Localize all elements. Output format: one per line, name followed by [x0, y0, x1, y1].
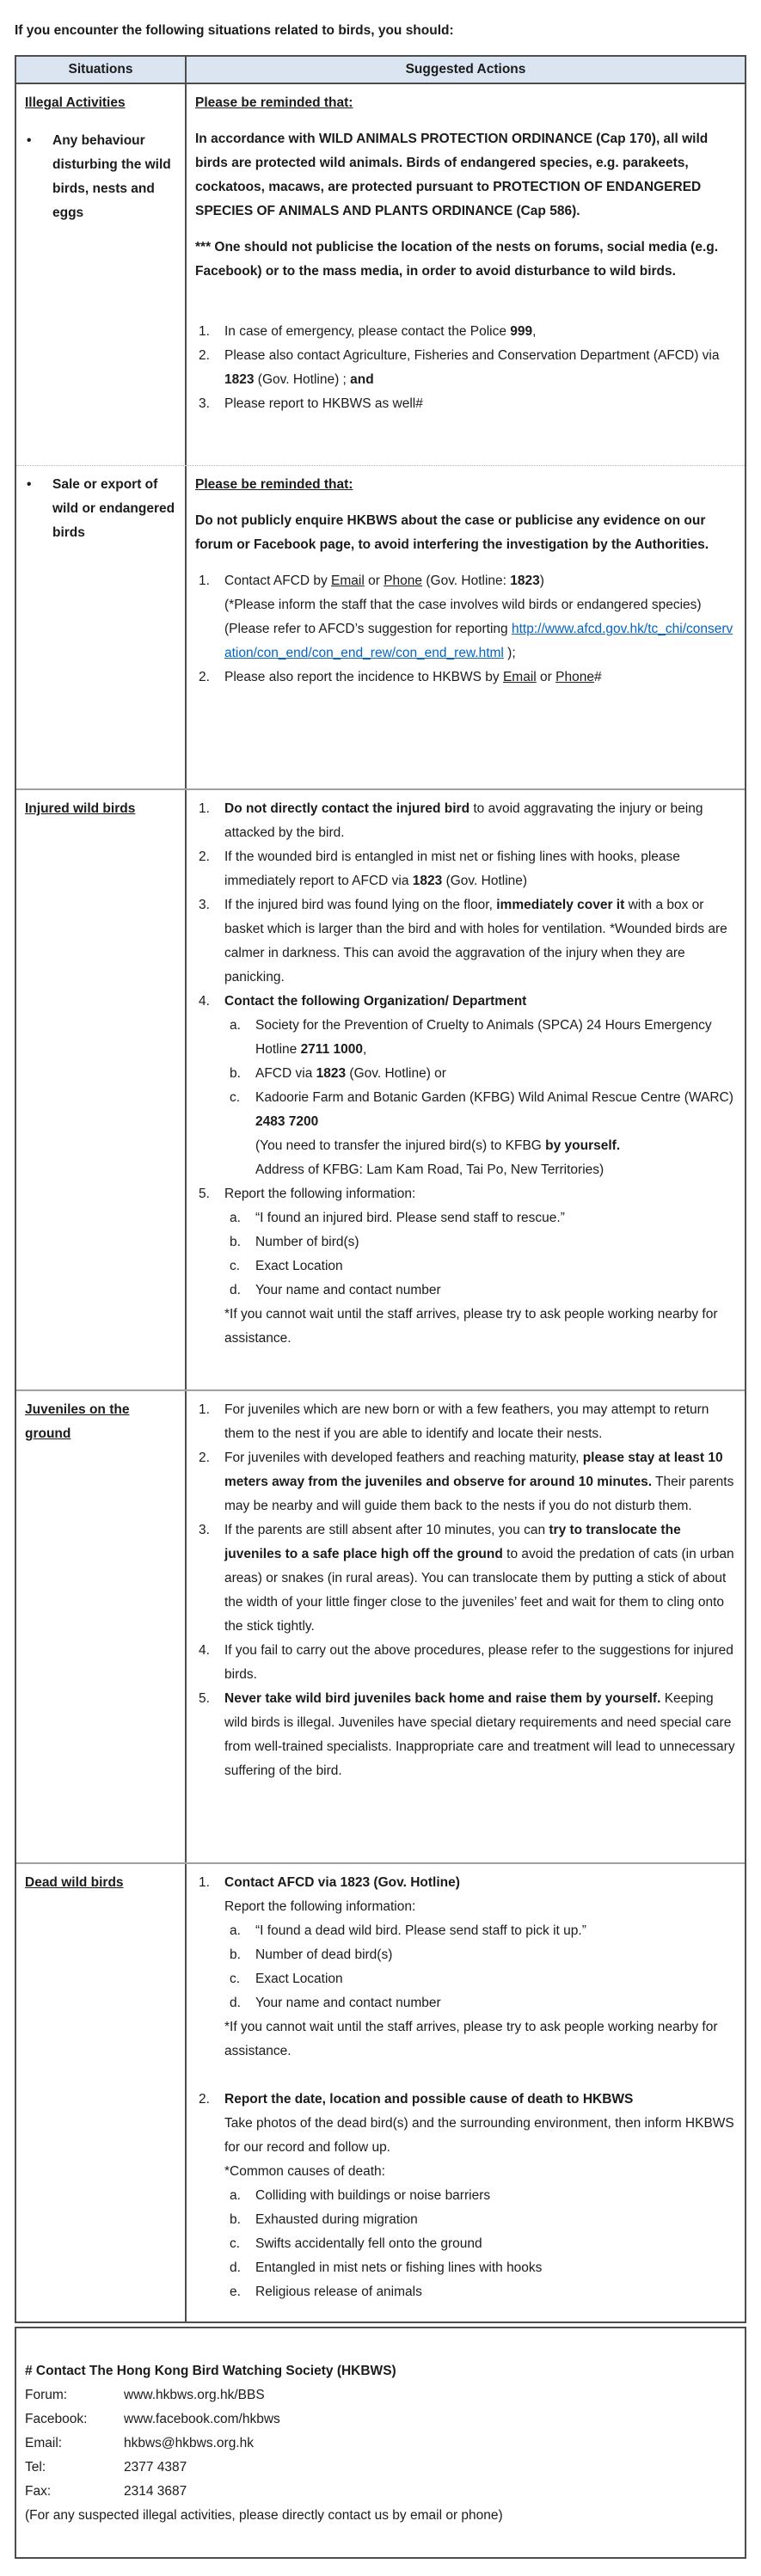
list-marker: b.: [230, 2212, 241, 2227]
contact-value: hkbws@hkbws.org.hk: [124, 2436, 254, 2450]
action-list: [195, 1398, 738, 1783]
text-run: 999: [510, 324, 533, 339]
actions-heading: [195, 473, 738, 497]
action-line: [224, 344, 738, 392]
list-item: [195, 797, 738, 845]
list-marker: a.: [230, 1211, 241, 1225]
list-item: [226, 1230, 738, 1254]
action-line: [224, 665, 738, 690]
table-row: [16, 1862, 745, 2321]
list-item-content: [255, 1014, 738, 1062]
contact-value: 2314 3687: [124, 2484, 187, 2499]
list-item: [195, 845, 738, 893]
footer-note: (For any suspected illegal activities, please directly contact us by email or phone): [25, 2508, 503, 2523]
list-item-content: [224, 344, 738, 392]
contact-label: Fax:: [25, 2484, 52, 2499]
list-item-content: [255, 2184, 738, 2208]
list-marker: 5.: [199, 1187, 210, 1201]
table-row: [16, 465, 745, 788]
situation-bullet: [25, 473, 178, 545]
list-item: [195, 1518, 738, 1639]
action-line: [224, 593, 738, 617]
action-paragraph: [195, 127, 738, 224]
situation-heading: Illegal Activities: [25, 95, 126, 110]
situation-cell: [16, 1864, 185, 2321]
list-marker: 2.: [199, 348, 210, 363]
table-body: [16, 84, 745, 2321]
text-run: ,: [532, 324, 537, 339]
action-line: [224, 1446, 738, 1518]
list-item: [195, 1687, 738, 1783]
text-run: Please report to HKBWS as well#: [224, 396, 423, 411]
text-run: Your name and contact number: [255, 1996, 441, 2010]
list-marker: 1.: [199, 1875, 210, 1890]
hkbws-phone-link[interactable]: Phone: [555, 670, 594, 684]
text-run: Report the following information:: [224, 1899, 416, 1914]
situation-cell: [16, 790, 185, 1389]
list-item-content: [224, 797, 738, 845]
text-run: If the parents are still absent after 10 minutes, you can: [224, 1523, 549, 1537]
list-item-content: [255, 1230, 738, 1254]
list-item: [226, 1254, 738, 1279]
list-marker: 3.: [199, 898, 210, 912]
list-item: [226, 1967, 738, 1991]
text-run: Contact AFCD via 1823 (Gov. Hotline): [224, 1875, 460, 1890]
action-line: [224, 1518, 738, 1639]
action-list: [226, 2184, 738, 2304]
action-line: [224, 1895, 738, 1919]
action-line: [224, 1303, 738, 1351]
list-item: [226, 1919, 738, 1943]
contact-label: Facebook:: [25, 2412, 88, 2426]
text-run: to avoid aggravating the injury or being attacked by the bird.: [224, 801, 703, 840]
action-line: [224, 2112, 738, 2160]
text-run: (Please refer to AFCD’s suggestion for reporting: [224, 622, 512, 636]
text-run: please stay at least 10 meters away from the juveniles and observe for around 10 minutes.: [224, 1451, 723, 1489]
list-item-content: [255, 1943, 738, 1967]
list-item: [226, 1991, 738, 2015]
action-line: [224, 1871, 738, 1895]
action-line: [255, 2256, 738, 2280]
text-run: Society for the Prevention of Cruelty to Animals (SPCA) 24 Hours Emergency Hotline: [255, 1018, 712, 1057]
list-item: [195, 344, 738, 392]
action-line: [255, 2208, 738, 2232]
list-item: [226, 1943, 738, 1967]
action-line: [224, 617, 738, 665]
situation-cell: [16, 84, 185, 465]
list-marker: d.: [230, 2260, 241, 2275]
list-item-content: [255, 1062, 738, 1086]
list-marker: b.: [230, 1066, 241, 1081]
text-run: by yourself.: [545, 1138, 621, 1153]
text-run: Number of dead bird(s): [255, 1947, 393, 1962]
table-row: [16, 1389, 745, 1862]
text-run: to avoid the predation of cats (in urban areas) or snakes (in rural areas). You can translocate them by putting a stick of about the width of your little finger close to the juveniles’ feet and wait for them to cling onto the stick tightly.: [224, 1547, 734, 1634]
text-run: Please be reminded that:: [195, 95, 353, 110]
action-line: [224, 845, 738, 893]
action-line: [224, 1182, 738, 1206]
text-run: If the wounded bird is entangled in mist net or fishing lines with hooks, please immediately report to AFCD via: [224, 849, 680, 888]
action-line: [224, 2015, 738, 2064]
contact-row: [25, 2407, 736, 2432]
action-line: [224, 2160, 738, 2184]
spacer: [195, 2064, 738, 2088]
text-run: 1823: [510, 573, 540, 588]
text-run: Address of KFBG: Lam Kam Road, Tai Po, New Territories): [255, 1162, 605, 1177]
text-run: Number of bird(s): [255, 1235, 359, 1249]
list-item: [226, 1086, 738, 1182]
list-marker: a.: [230, 1018, 241, 1033]
text-run: ): [539, 573, 544, 588]
action-line: [255, 1254, 738, 1279]
text-run: Please also report the incidence to HKBWS by: [224, 670, 503, 684]
list-item-content: [255, 2232, 738, 2256]
list-item-content: [255, 1967, 738, 1991]
text-run: #: [593, 670, 602, 684]
list-marker: 5.: [199, 1691, 210, 1706]
bullet-icon: •: [27, 133, 32, 148]
list-marker: b.: [230, 1235, 241, 1249]
text-run: AFCD via: [255, 1066, 316, 1081]
header-suggested-actions: Suggested Actions: [185, 57, 745, 83]
action-line: [255, 1134, 738, 1158]
list-item: [195, 1871, 738, 2064]
list-marker: a.: [230, 2188, 241, 2203]
list-marker: 2.: [199, 849, 210, 864]
text-run: Their parents may be nearby and will guide them back to the nests if you do not disturb them.: [224, 1475, 734, 1513]
action-line: [224, 1639, 738, 1687]
text-run: Your name and contact number: [255, 1283, 441, 1297]
text-run: Take photos of the dead bird(s) and the surrounding environment, then inform HKBWS for our record and follow up.: [224, 2116, 734, 2155]
text-run: Report the following information:: [224, 1187, 416, 1201]
text-run: and: [350, 372, 374, 387]
list-marker: 1.: [199, 573, 210, 588]
action-line: [255, 2232, 738, 2256]
list-item-content: [224, 1639, 738, 1687]
text-run: “I found an injured bird. Please send staff to rescue.”: [255, 1211, 565, 1225]
list-item: [195, 1182, 738, 1351]
situation-bullet: [25, 129, 178, 225]
action-line: [224, 2088, 738, 2112]
list-item: [226, 2256, 738, 2280]
list-item-content: [224, 1871, 738, 2064]
list-marker: c.: [230, 1259, 241, 1273]
list-marker: c.: [230, 2236, 241, 2251]
list-item-content: [224, 1518, 738, 1639]
situation-heading: Juveniles on the ground: [25, 1402, 130, 1441]
contact-row: [25, 2456, 736, 2480]
actions-cell: [185, 466, 745, 788]
actions-cell: [185, 1391, 745, 1862]
text-run: In accordance with WILD ANIMALS PROTECTION ORDINANCE (Cap 170), all wild birds are protected wild animals. Birds of endangered species, e.g. parakeets, cockatoos, macaws, are protected pursuant to PROTECTION OF ENDANGERED SPECIES OF ANIMALS AND PLANTS ORDINANCE (Cap 586).: [195, 132, 709, 218]
text-run: *If you cannot wait until the staff arrives, please try to ask people working nearby for assistance.: [224, 2020, 718, 2058]
list-item-content: [255, 1086, 738, 1182]
contact-value: 2377 4387: [124, 2460, 187, 2475]
list-marker: a.: [230, 1923, 241, 1938]
text-run: (Gov. Hotline:: [422, 573, 511, 588]
contact-label: Email:: [25, 2436, 63, 2450]
list-item: [226, 1062, 738, 1086]
list-item: [226, 1279, 738, 1303]
action-line: [224, 392, 738, 416]
list-item-content: [255, 1919, 738, 1943]
list-marker: d.: [230, 1996, 241, 2010]
list-marker: c.: [230, 1090, 241, 1105]
bullet-icon: •: [27, 477, 32, 492]
action-list: [195, 1871, 738, 2064]
action-line: [255, 1014, 738, 1062]
list-item: [195, 2088, 738, 2304]
text-run: 1823: [316, 1066, 347, 1081]
text-run: *** One should not publicise the location of the nests on forums, social media (e.g. Facebook) or to the mass media, in order to avoid disturbance to wild birds.: [195, 240, 719, 279]
bullet-text: Sale or export of wild or endangered birds: [52, 477, 175, 540]
header-situations: Situations: [68, 62, 133, 77]
list-item-content: [224, 665, 738, 690]
action-list: [195, 797, 738, 1351]
action-line: [224, 1687, 738, 1783]
actions-heading: [195, 91, 738, 115]
list-item-content: [224, 1182, 738, 1351]
text-run: Exhausted during migration: [255, 2212, 418, 2227]
text-run: (Gov. Hotline) ;: [254, 372, 351, 387]
list-marker: 1.: [199, 801, 210, 816]
action-line: [224, 893, 738, 990]
action-line: [255, 1967, 738, 1991]
text-run: (Gov. Hotline): [442, 874, 528, 888]
list-item-content: [224, 392, 738, 416]
action-line: [255, 1919, 738, 1943]
list-marker: 2.: [199, 2092, 210, 2107]
action-line: [255, 1206, 738, 1230]
contact-label: Tel:: [25, 2460, 46, 2475]
list-marker: 4.: [199, 994, 210, 1009]
list-marker: 1.: [199, 1402, 210, 1417]
contact-label: Forum:: [25, 2388, 68, 2402]
actions-cell: [185, 84, 745, 465]
list-item-content: [255, 1206, 738, 1230]
list-item-content: [224, 1446, 738, 1518]
situations-table: [15, 55, 746, 2323]
text-run: 1823: [412, 874, 443, 888]
list-item: [195, 569, 738, 665]
text-run: Never take wild bird juveniles back home and raise them by yourself.: [224, 1691, 661, 1706]
text-run: “I found a dead wild bird. Please send staff to pick it up.”: [255, 1923, 586, 1938]
actions-cell: [185, 1864, 745, 2321]
text-run: For juveniles which are new born or with a few feathers, you may attempt to return them to the nest if you are able to identify and locate their nests.: [224, 1402, 709, 1441]
table-header-row: [16, 57, 745, 84]
list-item-content: [224, 569, 738, 665]
hkbws-email-link[interactable]: Email: [502, 670, 537, 684]
action-list: [195, 569, 738, 690]
situation-cell: [16, 466, 185, 788]
text-run: );: [503, 646, 516, 660]
text-run: 2711 1000: [300, 1042, 363, 1057]
list-marker: c.: [230, 1972, 241, 1986]
list-item-content: [255, 2256, 738, 2280]
list-marker: 3.: [199, 396, 210, 411]
text-run: Please also contact Agriculture, Fisheries and Conservation Department (AFCD) via: [224, 348, 720, 363]
list-item: [226, 2208, 738, 2232]
action-line: [255, 1062, 738, 1086]
situation-cell: [16, 1391, 185, 1862]
text-run: *If you cannot wait until the staff arrives, please try to ask people working nearby for assistance.: [224, 1307, 718, 1346]
text-run: Exact Location: [255, 1259, 343, 1273]
action-line: [255, 1230, 738, 1254]
list-item: [195, 1446, 738, 1518]
list-marker: d.: [230, 1283, 241, 1297]
list-item-content: [255, 1254, 738, 1279]
action-list: [226, 1014, 738, 1182]
contact-value: www.hkbws.org.hk/BBS: [124, 2388, 265, 2402]
text-run: 2483 7200: [255, 1114, 319, 1129]
action-line: [255, 1086, 738, 1134]
actions-cell: [185, 790, 745, 1389]
list-item: [195, 1398, 738, 1446]
contact-footer: [15, 2327, 746, 2559]
list-item-content: [224, 990, 738, 1182]
list-item: [195, 320, 738, 344]
list-item-content: [255, 2280, 738, 2304]
action-line: [255, 1158, 738, 1182]
text-run: Colliding with buildings or noise barriers: [255, 2188, 491, 2203]
list-marker: 4.: [199, 1643, 210, 1658]
text-run: Exact Location: [255, 1972, 343, 1986]
list-marker: 1.: [199, 324, 210, 339]
text-run: try to translocate the juveniles to a safe place high off the ground: [224, 1523, 681, 1561]
list-item-content: [224, 845, 738, 893]
action-line: [255, 1279, 738, 1303]
list-item: [195, 665, 738, 690]
list-item: [195, 392, 738, 416]
action-line: [224, 569, 738, 593]
list-item: [226, 2280, 738, 2304]
text-run: with a box or basket which is larger than the bird and with holes for ventilation. *Wounded birds are calmer in darkness. This can avoid the aggravation of the injury when they are panicking.: [224, 898, 727, 984]
text-run: Keeping wild birds is illegal. Juveniles have special dietary requirements and need special care from well-trained specialists. Inappropriate care and treatment will lead to unnecessary suffering of the bird.: [224, 1691, 735, 1778]
action-line: [224, 1398, 738, 1446]
action-line: [255, 2184, 738, 2208]
list-marker: 3.: [199, 1523, 210, 1537]
text-run: If you fail to carry out the above procedures, please refer to the suggestions for injured birds.: [224, 1643, 733, 1682]
situation-heading: Injured wild birds: [25, 801, 136, 816]
text-run: Contact the following Organization/ Department: [224, 994, 527, 1009]
text-run: ,: [362, 1042, 367, 1057]
text-run: Kadoorie Farm and Botanic Garden (KFBG) Wild Animal Rescue Centre (WARC): [255, 1090, 733, 1105]
action-list: [226, 1206, 738, 1303]
list-item-content: [255, 2208, 738, 2232]
action-line: [224, 320, 738, 344]
text-run: immediately cover it: [496, 898, 625, 912]
action-list: [195, 320, 738, 416]
list-item: [195, 990, 738, 1182]
text-run: If the injured bird was found lying on the floor,: [224, 898, 497, 912]
text-run: or: [536, 670, 556, 684]
list-item-content: [255, 1991, 738, 2015]
afcd-reporting-link[interactable]: http://www.afcd.gov.hk/tc_chi/conservation/con_end/con_end_rew/con_end_rew.html: [224, 622, 733, 660]
action-line: [224, 797, 738, 845]
action-line: [224, 990, 738, 1014]
text-run: 1823: [224, 372, 255, 387]
list-item: [195, 1639, 738, 1687]
text-run: *Common causes of death:: [224, 2164, 385, 2179]
list-item-content: [255, 1279, 738, 1303]
action-line: [255, 1991, 738, 2015]
text-run: (Gov. Hotline) or: [346, 1066, 446, 1081]
contact-list: [25, 2383, 736, 2504]
text-run: (You need to transfer the injured bird(s) to KFBG: [255, 1138, 546, 1153]
list-item: [226, 1206, 738, 1230]
list-item-content: [224, 893, 738, 990]
table-row: [16, 84, 745, 465]
footer-heading: # Contact The Hong Kong Bird Watching Society (HKBWS): [25, 2364, 396, 2378]
list-marker: 2.: [199, 1451, 210, 1465]
list-marker: b.: [230, 1947, 241, 1962]
list-item-content: [224, 2088, 738, 2304]
list-marker: e.: [230, 2285, 241, 2299]
text-run: For juveniles with developed feathers and reaching maturity,: [224, 1451, 583, 1465]
text-run: (*Please inform the staff that the case involves wild birds or endangered species): [224, 598, 702, 612]
afcd-email-link[interactable]: Email: [331, 573, 365, 588]
list-item-content: [224, 1398, 738, 1446]
list-item-content: [224, 1687, 738, 1783]
text-run: Contact AFCD by: [224, 573, 332, 588]
list-item: [226, 1014, 738, 1062]
list-item: [226, 2184, 738, 2208]
text-run: Report the date, location and possible cause of death to HKBWS: [224, 2092, 634, 2107]
text-run: Entangled in mist nets or fishing lines with hooks: [255, 2260, 543, 2275]
list-marker: 2.: [199, 670, 210, 684]
action-list: [195, 2088, 738, 2304]
action-line: [255, 1943, 738, 1967]
spacer: [195, 296, 738, 320]
text-run: or: [364, 573, 384, 588]
text-run: Do not publicly enquire HKBWS about the case or publicise any evidence on our forum or Facebook page, to avoid interfering the investigation by the Authorities.: [195, 513, 709, 552]
list-item-content: [224, 320, 738, 344]
contact-value: www.facebook.com/hkbws: [124, 2412, 280, 2426]
contact-row: [25, 2383, 736, 2407]
bullet-text: Any behaviour disturbing the wild birds, nests and eggs: [52, 133, 171, 220]
action-paragraph: [195, 509, 738, 557]
contact-row: [25, 2480, 736, 2504]
page-title: If you encounter the following situations related to birds, you should:: [15, 23, 454, 38]
action-line: [255, 2280, 738, 2304]
text-run: In case of emergency, please contact the Police: [224, 324, 511, 339]
afcd-phone-link[interactable]: Phone: [384, 573, 423, 588]
text-run: Swifts accidentally fell onto the ground: [255, 2236, 482, 2251]
text-run: Do not directly contact the injured bird: [224, 801, 470, 816]
text-run: Please be reminded that:: [195, 477, 353, 492]
action-list: [226, 1919, 738, 2015]
list-item: [195, 893, 738, 990]
table-row: [16, 788, 745, 1389]
list-item: [226, 2232, 738, 2256]
text-run: Religious release of animals: [255, 2285, 422, 2299]
contact-row: [25, 2432, 736, 2456]
situation-heading: Dead wild birds: [25, 1875, 124, 1890]
action-paragraph: [195, 236, 738, 284]
